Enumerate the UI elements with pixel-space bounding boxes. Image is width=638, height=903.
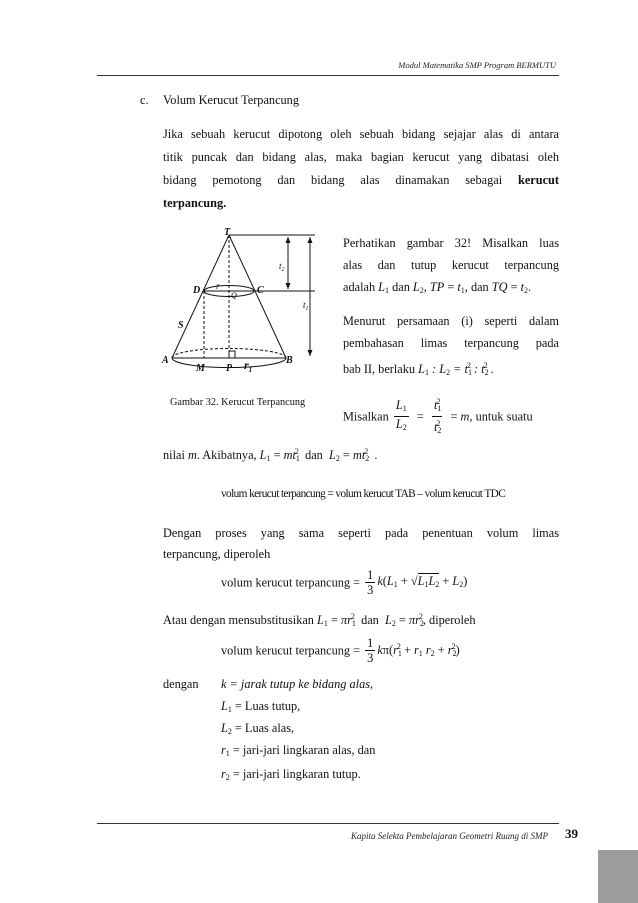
page-number: 39 bbox=[565, 826, 578, 841]
header-rule bbox=[97, 75, 559, 76]
section-label: c. bbox=[140, 93, 149, 107]
bold-term: kerucut bbox=[518, 173, 559, 187]
corner-tab bbox=[598, 850, 638, 903]
intro-paragraph bbox=[163, 124, 559, 216]
label-D: D bbox=[193, 285, 201, 296]
label-T: T bbox=[224, 227, 231, 238]
footer-rule bbox=[97, 823, 559, 824]
intro-line: bidang pemotong dan bidang alas dinamakan sebagai kerucut bbox=[163, 173, 559, 187]
text-line: bab II, berlaku $L_1$ : $L_2 = t_1^2$ : $t_2^2$ . bbox=[343, 361, 494, 377]
dengan-label: dengan bbox=[163, 677, 199, 691]
bold-term: terpancung. bbox=[163, 196, 227, 210]
ratio-t: $\frac{t_1^2}{t_2^2}$ bbox=[433, 397, 442, 435]
text-line: adalah $L_1$ dan $L_2$, TP = $t_1$, dan TQ = $t_2$. bbox=[343, 280, 532, 295]
figure-caption: Gambar 32. Kerucut Terpancung bbox=[170, 397, 306, 408]
intro-line: titik puncak dan bidang alas, maka bagian kerucut yang dibatasi oleh bbox=[163, 150, 559, 164]
def-r2: $r_2$ = jari-jari lingkaran tutup. bbox=[221, 767, 361, 782]
def-k: k = jarak tutup ke bidang alas, bbox=[221, 677, 374, 691]
label-B: B bbox=[286, 355, 293, 366]
label-C: C bbox=[257, 285, 264, 296]
ratio-L: $\frac{L_1}{L_2}$ bbox=[395, 398, 407, 432]
right-paragraph-2 bbox=[343, 311, 559, 377]
label-A: A bbox=[162, 355, 169, 366]
right-paragraph-1 bbox=[343, 233, 559, 299]
intro-line: Jika sebuah kerucut dipotong oleh sebuah bidang sejajar alas di antara bbox=[163, 127, 559, 141]
def-L2: $L_2$ = Luas alas, bbox=[221, 721, 295, 736]
label-P: P bbox=[226, 363, 233, 374]
label-r2: r bbox=[216, 281, 220, 291]
text-line: alas dan tutup kerucut terpancung bbox=[343, 258, 559, 272]
volume-difference-equation: volum kerucut terpancung = volum kerucut TAB – volum kerucut TDC bbox=[221, 488, 506, 500]
label-S: S bbox=[178, 320, 184, 331]
section-title: Volum Kerucut Terpancung bbox=[163, 93, 299, 107]
label-t1: $t_1$ bbox=[303, 300, 309, 312]
text-line: Perhatikan gambar 32! Misalkan luas bbox=[343, 236, 559, 250]
formula-1: volum kerucut terpancung = $\frac{1}{3}$ $k(L_1 + √L_1L_2 + L_2)$ bbox=[221, 568, 468, 597]
text-line: Menurut persamaan (i) seperti dalam bbox=[343, 314, 559, 328]
substitution-line: Atau dengan mensubstitusikan $L_1 = \pi r_1^2$ dan $L_2 = \pi r_2^2$, diperoleh bbox=[163, 612, 476, 628]
truncated-cone-figure bbox=[160, 225, 340, 375]
label-t2: $t_2$ bbox=[279, 261, 285, 273]
misalkan-line: Misalkan $\frac{L_1}{L_2}$ = $\frac{t_1^2}{t_2^2}$ = m, untuk suatu bbox=[343, 395, 533, 438]
intro-line bbox=[163, 193, 559, 216]
formula-2: volum kerucut terpancung = $\frac{1}{3}$ $k\pi(r_1^2 + r_1$ $r_2 + r_2^2$) bbox=[221, 636, 460, 665]
label-M: M bbox=[196, 363, 205, 374]
nilai-line: nilai m. Akibatnya, $L_1 = mt_1^2$ dan $L_2 = mt_2^2$ . bbox=[163, 447, 378, 463]
label-Q: Q bbox=[231, 291, 237, 300]
proses-paragraph: Dengan proses yang sama seperti pada penentuan volum limas terpancung, diperoleh bbox=[163, 526, 559, 561]
def-r1: $r_1$ = jari-jari lingkaran alas, dan bbox=[221, 743, 376, 758]
def-L1: $L_1$ = Luas tutup, bbox=[221, 699, 301, 714]
section-heading bbox=[140, 90, 299, 111]
running-header: Modul Matematika SMP Program BERMUTU bbox=[398, 60, 556, 70]
running-footer: Kapita Selekta Pembelajaran Geometri Ruang di SMP bbox=[351, 831, 548, 841]
text-line: pembahasan limas terpancung pada bbox=[343, 336, 559, 350]
label-r1: $r_1$ bbox=[244, 358, 253, 374]
